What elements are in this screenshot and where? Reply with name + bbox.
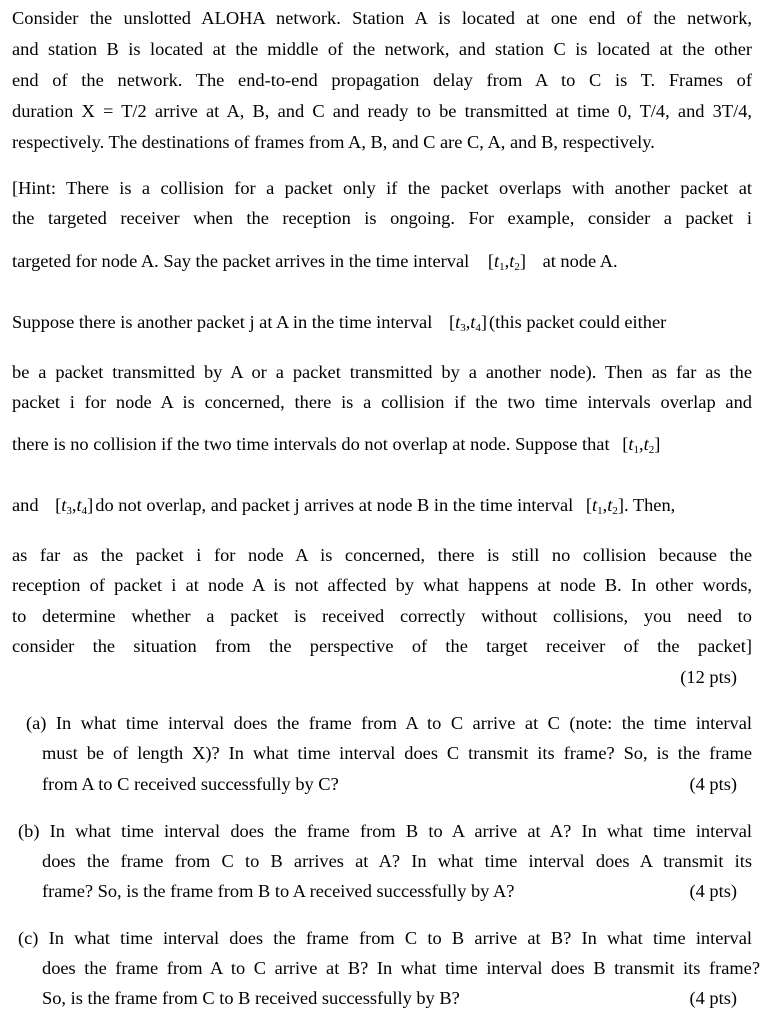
question-line: So, is the frame from C to B received successfully by B? (4 pts) [42, 988, 737, 1008]
intro-line: end of the network. The end-to-end propagation delay from A to C is T. Frames of [12, 70, 752, 90]
question-line: frame? So, is the frame from B to A received successfully by A? (4 pts) [42, 881, 737, 901]
hint-line: the targeted receiver when the reception is ongoing. For example, consider a packet i [12, 208, 752, 228]
hint-text: and [12, 495, 39, 515]
interval-t1-t2: $[t_1,t_2]$ [622, 434, 661, 456]
hint-text: Suppose there is another packet j at A in the time interval [12, 312, 433, 332]
intro-line: Consider the unslotted ALOHA network. Station A is located at one end of the network, [12, 8, 752, 28]
hint-line: packet i for node A is concerned, there is a collision if the two time intervals overlap and [12, 392, 752, 412]
hint-text: . Then, [624, 495, 676, 515]
interval-t3-t4: $[t_3,t_4]$ [55, 495, 94, 517]
hint-line: as far as the packet i for node A is concerned, there is still no collision because the [12, 545, 752, 565]
hint-line-interval [12, 434, 752, 456]
interval-t1-t2: $[t_1,t_2]$ [585, 495, 625, 517]
hint-line: reception of packet i at node A is not affected by what happens at node B. In other words, [12, 575, 752, 595]
question-points: (4 pts) [689, 774, 737, 794]
intro-line: duration X = T/2 arrive at A, B, and C and ready to be transmitted at time 0, T/4, and 3T/4, [12, 101, 752, 121]
hint-line-interval [12, 312, 752, 334]
question-line: (b) In what time interval does the frame from B to A arrive at A? In what time interval [18, 821, 752, 841]
hint-line-interval [12, 495, 752, 517]
hint-line: to determine whether a packet is received correctly without collisions, you need to [12, 606, 752, 626]
hint-text: do not overlap, and packet j arrives at node B in the time interval [95, 495, 574, 515]
question-line: (c) In what time interval does the frame from C to B arrive at B? In what time interval [18, 928, 752, 948]
question-points: (4 pts) [689, 988, 737, 1008]
hint-text: (this packet could either [489, 312, 667, 332]
question-line: does the frame from A to C arrive at B? In what time interval does B transmit its frame? [42, 958, 760, 978]
hint-points: (12 pts) [680, 667, 737, 687]
question-line: does the frame from C to B arrives at A? In what time interval does A transmit its [42, 851, 752, 871]
hint-line: be a packet transmitted by A or a packet transmitted by a another node). Then as far as the [12, 362, 752, 382]
question-points: (4 pts) [689, 881, 737, 901]
hint-text: targeted for node A. Say the packet arrives in the time interval [12, 251, 470, 271]
question-line: from A to C received successfully by C? (4 pts) [42, 774, 737, 794]
intro-line: respectively. The destinations of frames from A, B, and C are C, A, and B, respectively. [12, 132, 655, 152]
question-line: must be of length X)? In what time interval does C transmit its frame? So, is the frame [42, 743, 752, 763]
interval-t1-t2: $[t_1,t_2]$ [487, 251, 526, 273]
hint-line: consider the situation from the perspective of the target receiver of the packet] [12, 636, 752, 656]
interval-t3-t4: $[t_3,t_4]$ [448, 312, 488, 334]
hint-text: at node A. [542, 251, 618, 271]
hint-line-interval [12, 251, 752, 273]
intro-line: and station B is located at the middle of the network, and station C is located at the other [12, 39, 752, 59]
question-line: (a) In what time interval does the frame from A to C arrive at C (note: the time interval [26, 713, 752, 733]
hint-text: there is no collision if the two time intervals do not overlap at node. Suppose that [12, 434, 610, 454]
hint-line: [Hint: There is a collision for a packet only if the packet overlaps with another packet at [12, 178, 752, 198]
